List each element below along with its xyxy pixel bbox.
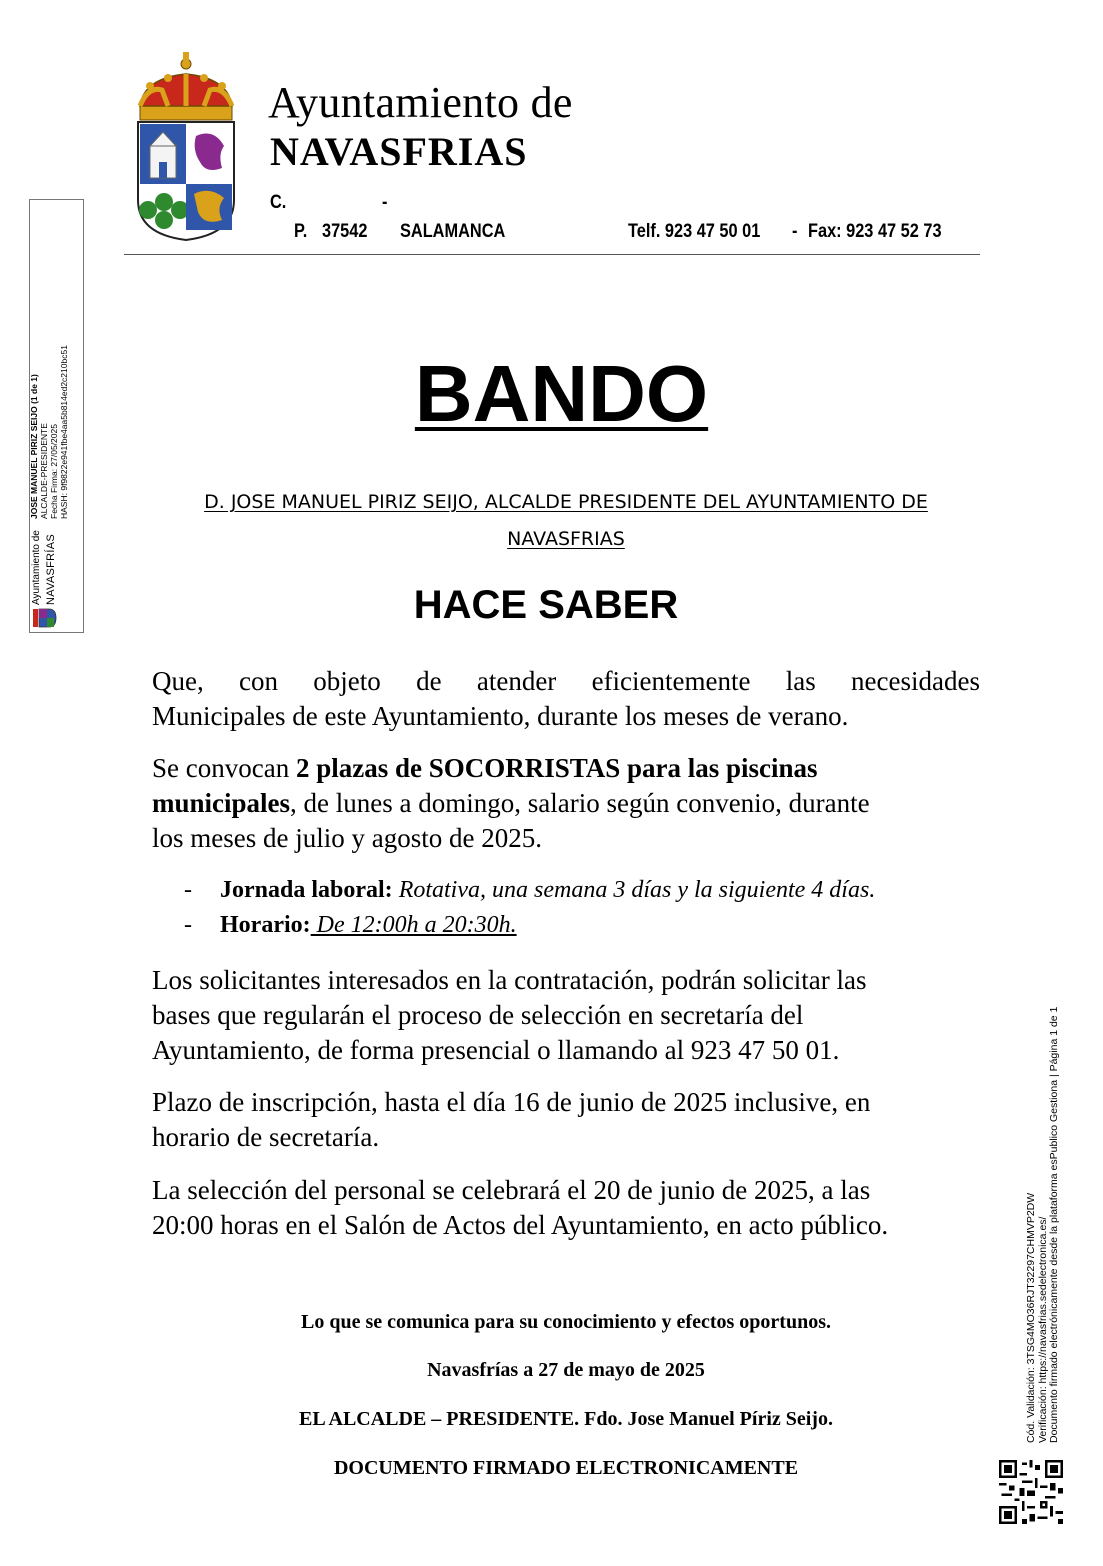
vacancy-period: los meses de julio y agosto de 2025. <box>152 823 542 853</box>
postal-code: 37542 <box>322 221 368 242</box>
verification-code: Cód. Validación: 3TSG4MO36RJT32297CHMVP2DW <box>1025 1192 1037 1443</box>
stamp-org-line2: NAVASFRÍAS <box>45 533 57 605</box>
verification-block <box>1026 983 1066 1443</box>
bullet-label: Jornada laboral: <box>220 877 393 903</box>
deadline-line2: horario de secretaría. <box>152 1122 380 1152</box>
header-divider <box>124 254 980 255</box>
telephone: Telf. 923 47 50 01 <box>628 221 761 242</box>
stamp-date: Fecha Firma: 27/05/2025 <box>49 424 59 519</box>
verification-platform: Documento firmado electrónicamente desde la plataforma esPublico Gestiona | Página 1 de 1 <box>1048 1006 1060 1443</box>
deadline-line1: Plazo de inscripción, hasta el día 16 de junio de 2025 inclusive, en <box>152 1087 871 1117</box>
bullet-item <box>184 908 517 942</box>
vacancy-lead: Se convocan <box>152 753 296 783</box>
org-name-line2: NAVASFRIAS <box>270 129 528 174</box>
address-street-prefix: C. <box>270 192 287 213</box>
closing-statement: Lo que se comunica para su conocimiento y efectos oportunos. <box>301 1311 831 1333</box>
paragraph-selection <box>152 1173 980 1243</box>
address-street-dash: - <box>382 192 388 213</box>
vacancy-positions-cont: municipales <box>152 788 291 818</box>
paragraph-deadline <box>152 1085 980 1155</box>
paragraph-intro <box>152 664 980 734</box>
application-line1: Los solicitantes interesados en la contratación, podrán solicitar las <box>152 965 867 995</box>
fax: Fax: 923 47 52 73 <box>808 221 942 242</box>
province: SALAMANCA <box>400 221 506 242</box>
stamp-signer: JOSE MANUEL PIRIZ SEIJO (1 de 1) <box>29 374 39 519</box>
electronic-signature-notice: DOCUMENTO FIRMADO ELECTRONICAMENTE <box>333 1457 799 1479</box>
selection-line2: 20:00 horas en el Salón de Actos del Ayuntamiento, en acto público. <box>152 1210 889 1240</box>
bullet-value: Rotativa, una semana 3 días y la siguiente 4 días. <box>392 877 876 903</box>
signature-line: EL ALCALDE – PRESIDENTE. Fdo. Jose Manuel Píriz Seijo. <box>299 1408 833 1430</box>
paragraph-intro-line1: Que, con objeto de atender eficientemente las necesidades <box>152 666 980 696</box>
hace-saber-heading: HACE SABER <box>413 583 679 627</box>
document-title-text: BANDO <box>414 349 709 438</box>
application-line3: Ayuntamiento, de forma presencial o llamando al 923 47 50 01. <box>152 1035 840 1065</box>
mayor-heading: D. JOSE MANUEL PIRIZ SEIJO, ALCALDE PRESIDENTE DEL AYUNTAMIENTO DE NAVASFRIAS <box>204 491 928 550</box>
paragraph-application <box>152 963 980 1068</box>
org-name-line1: Ayuntamiento de <box>268 78 573 127</box>
stamp-hash: HASH: 9f9822e941fbe4aa5b814ed2c210bc51 <box>59 345 69 519</box>
vacancy-positions: 2 plazas de SOCORRISTAS para las piscinas <box>295 753 818 783</box>
postal-prefix: P. <box>294 221 308 242</box>
vacancy-conditions: , de lunes a domingo, salario según convenio, durante <box>290 788 870 818</box>
bullet-label: Horario: <box>220 912 311 938</box>
document-title <box>0 348 1103 440</box>
bullet-dash: - <box>184 912 192 938</box>
contact-separator: - <box>792 221 798 242</box>
verification-url: Verificación: https://navasfrias.sedelectronica.es/ <box>1036 1216 1049 1443</box>
coat-of-arms-icon <box>134 50 238 242</box>
selection-line1: La selección del personal se celebrará el 20 de junio de 2025, a las <box>152 1175 871 1205</box>
paragraph-vacancy <box>152 751 980 856</box>
paragraph-intro-line2: Municipales de este Ayuntamiento, durante los meses de verano. <box>152 701 849 731</box>
stamp-role: ALCALDE-PRESIDENTE <box>39 423 49 519</box>
bullet-dash: - <box>184 877 192 903</box>
stamp-org-line1: Ayuntamiento de <box>31 530 42 605</box>
bullet-item <box>184 873 875 907</box>
bullet-value: De 12:00h a 20:30h. <box>310 912 517 938</box>
application-line2: bases que regularán el proceso de selección en secretaría del <box>152 1000 804 1030</box>
place-date: Navasfrías a 27 de mayo de 2025 <box>427 1359 705 1381</box>
